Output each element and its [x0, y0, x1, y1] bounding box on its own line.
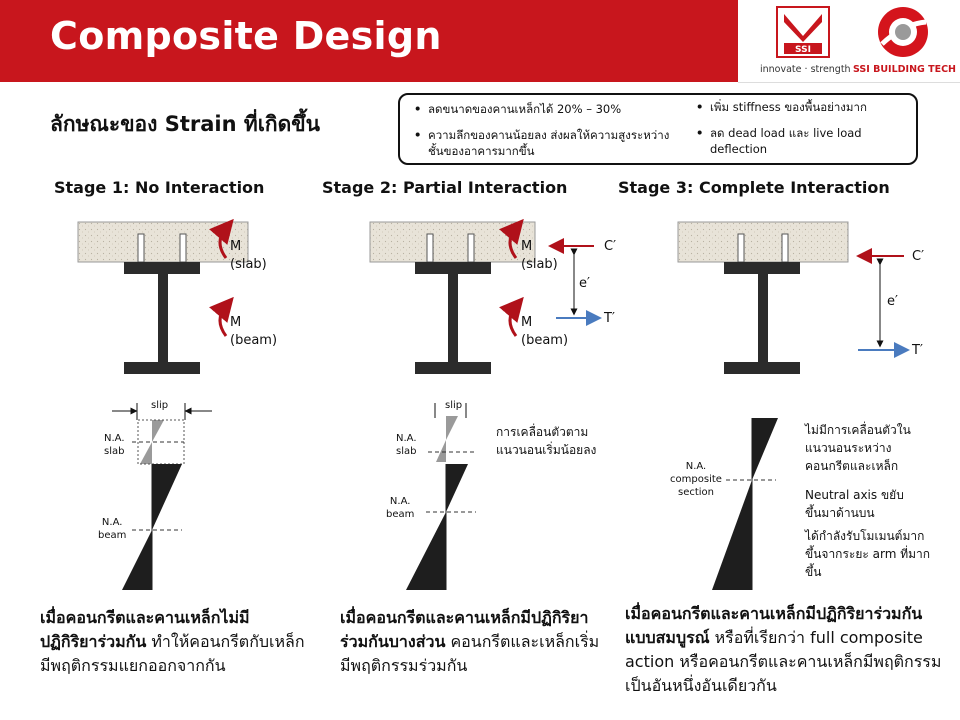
tension-label: T′: [912, 343, 923, 358]
tension-label: T′: [604, 311, 615, 326]
slip-label: slip: [151, 400, 169, 411]
moment-arrow: [220, 306, 226, 336]
moment-slab-label: M (slab): [521, 239, 558, 272]
stage-2-caption: เมื่อคอนกรีตและคานเหล็กมีปฏิกิริยาร่วมกันบางส่วน คอนกรีตและเหล็กเริ่มมีพฤติกรรมร่วมกัน: [340, 608, 600, 675]
stage-3-section: [678, 222, 904, 374]
stage-3-note: ไม่มีการเคลื่อนตัวใน แนวนอนระหว่าง คอนกรีตและเหล็ก: [805, 423, 911, 473]
logo-badge-text: SSI: [795, 45, 811, 55]
benefit-item: • ลด dead load และ live load deflection: [710, 125, 910, 157]
stage-3-title: Stage 3: Complete Interaction: [618, 178, 890, 197]
slip-label: slip: [445, 400, 463, 411]
lever-arm-label: e′: [579, 276, 590, 291]
stage-1-title: Stage 1: No Interaction: [54, 178, 265, 197]
lever-arm-label: e′: [887, 294, 898, 309]
stage-3-strain-diagram: [712, 418, 778, 590]
compression-label: C′: [604, 239, 617, 254]
na-composite-label: N.A. composite section: [670, 461, 722, 498]
page-title: Composite Design: [50, 14, 442, 58]
stage-2-title: Stage 2: Partial Interaction: [322, 178, 568, 197]
stage-3-note: ได้กำลังรับโมเมนต์มาก ขึ้นจากระยะ arm ที่มาก ขึ้น: [805, 529, 931, 579]
compression-label: C′: [912, 249, 925, 264]
stage-1-section: [78, 222, 248, 374]
moment-beam-label: M (beam): [230, 315, 278, 348]
na-beam-label: N.A. beam: [98, 517, 127, 541]
benefit-item: • เพิ่ม stiffness ของพื้นอย่างมาก: [710, 99, 910, 115]
na-slab-label: N.A. slab: [104, 433, 125, 457]
stage-1-caption: เมื่อคอนกรีตและคานเหล็กไม่มีปฏิกิริยาร่วมกัน ทำให้คอนกรีตกับเหล็กมีพฤติกรรมแยกออกจากกัน: [40, 608, 305, 675]
moment-slab-label: M (slab): [230, 239, 267, 272]
na-slab-label: N.A. slab: [396, 433, 417, 457]
logo-tagline: innovate · strength: [760, 64, 851, 75]
section-subtitle: ลักษณะของ Strain ที่เกิดขึ้น: [50, 112, 320, 136]
moment-beam-label: M (beam): [521, 315, 569, 348]
stage-3-note: Neutral axis ขยับ ขึ้นมาด้านบน: [805, 488, 904, 520]
na-beam-label: N.A. beam: [386, 496, 415, 520]
benefit-item: • ลดขนาดของคานเหล็กได้ 20% – 30%: [428, 101, 688, 117]
benefit-item: • ความลึกของคานน้อยลง ส่งผลให้ความสูงระหว่างชั้นของอาคารมากขึ้น: [428, 127, 678, 159]
stage-1-strain-diagram: [112, 403, 212, 590]
stage-3-caption: เมื่อคอนกรีตและคานเหล็กมีปฏิกิริยาร่วมกันแบบสมบูรณ์ หรือที่เรียกว่า full composite action หรือคอนกรีตและคานเหล็กมีพฤติกรรมเป็นอันหนึ่งอันเดียวกัน: [625, 604, 942, 695]
stage-2-section: [370, 222, 594, 374]
slip-note: การเคลื่อนตัวตาม แนวนอนเริ่มน้อยลง: [496, 425, 597, 457]
company-name: SSI BUILDING TECH: [853, 64, 957, 75]
